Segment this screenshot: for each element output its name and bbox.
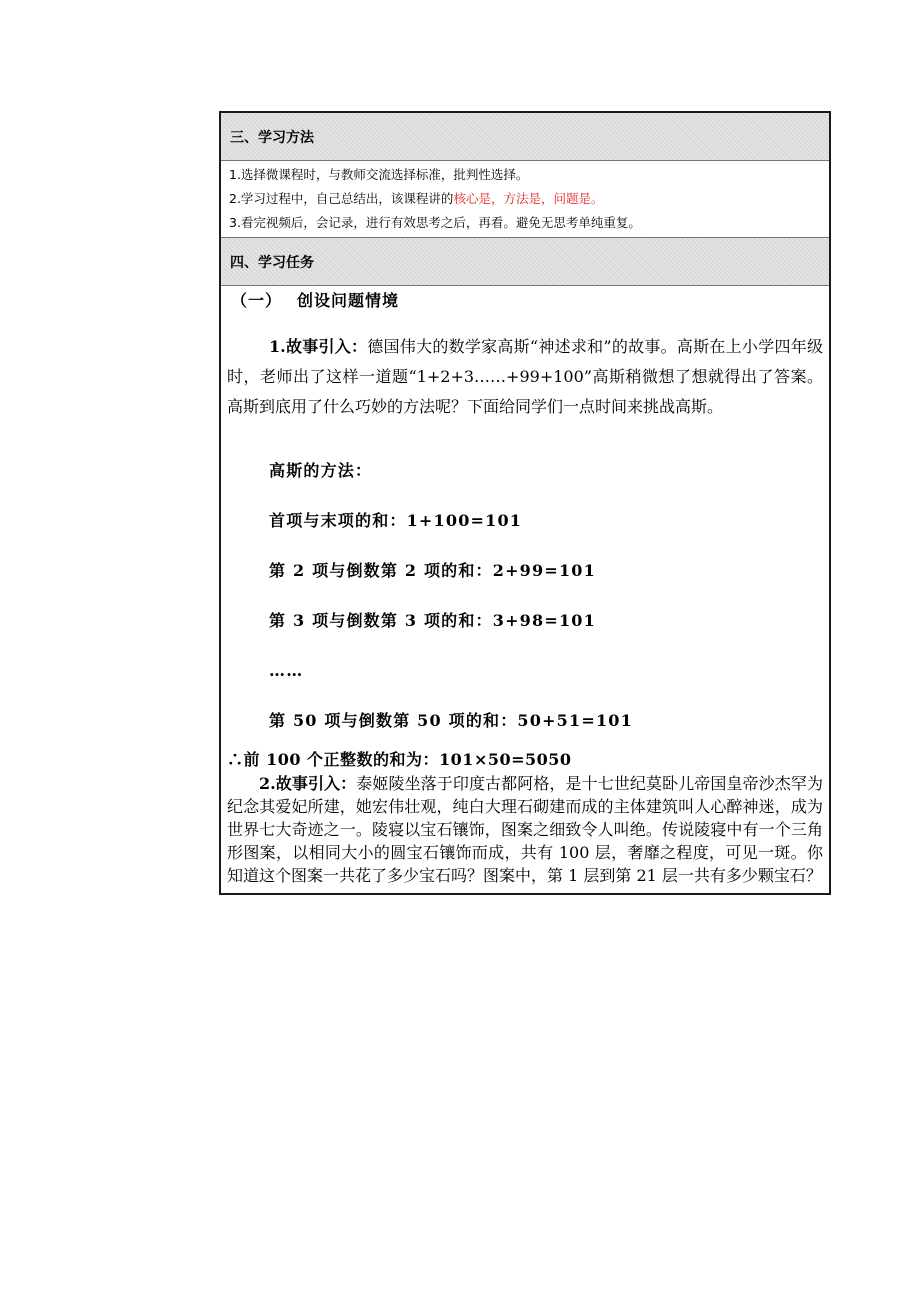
lesson-table [219,111,831,895]
method-item-2 [229,187,829,211]
story-2-text: 泰姬陵坐落于印度古都阿格，是十七世纪莫卧儿帝国皇帝沙杰罕为纪念其爱妃所建，她宏伟壮观，纯白大理石砌建而成的主体建筑叫人心醉神迷，成为世界七大奇迹之一。陵寝以宝石镶饰，图案之细致令人叫绝。传说陵寝中有一个三角形图案，以相同大小的圆宝石镶饰而成，共有 100 层，奢靡之程度，可见一斑。你知道这个图案一共花了多少宝石吗？图案中，第 1 层到第 21 层一共有多少颗宝石？ [227,774,823,885]
section-title: 三、学习方法 [230,129,314,146]
method-text: 1.选择微课程时，与教师交流选择标准，批判性选择。 [229,167,529,182]
story-1-text: 德国伟大的数学家高斯“神述求和”的故事。高斯在上小学四年级时，老师出了这样一道题“1+2+3……+99+100”高斯稍微想了想就得出了答案。高斯到底用了什么巧妙的方法呢？下面给同学们一点时间来挑战高斯。 [227,337,823,416]
section-header-learning-methods [221,113,829,161]
method-text: 3.看完视频后，会记录，进行有效思考之后，再看。避免无思考单纯重复。 [229,215,641,230]
sum-conclusion: ∴前 100 个正整数的和为：101×50=5050 [227,750,572,769]
method-text: 2.学习过程中，自己总结出，该课程讲的 [229,191,454,206]
gauss-step-ellipsis: …… [269,661,304,680]
subsection-number: （一） [231,291,283,310]
gauss-method-title: 高斯的方法： [269,461,373,480]
story-2-paragraph [227,772,823,887]
method-item-1 [229,163,829,187]
gauss-step-1: 首项与末项的和：1+100=101 [269,511,523,530]
section-title: 四、学习任务 [230,254,314,271]
learning-tasks-body [221,286,829,893]
subsection-title: 创设问题情境 [297,291,400,310]
story-2-lead: 2.故事引入： [259,774,357,793]
gauss-step-50: 第 50 项与倒数第 50 项的和：50+51=101 [269,711,633,730]
gauss-step-3: 第 3 项与倒数第 3 项的和：3+98=101 [269,611,596,630]
section-header-learning-tasks [221,238,829,286]
story-1-lead: 1.故事引入： [269,337,368,356]
learning-methods-list [221,161,829,238]
story-1-paragraph [227,332,823,422]
gauss-method [227,446,823,746]
subsection-heading [227,286,823,316]
gauss-step-2: 第 2 项与倒数第 2 项的和：2+99=101 [269,561,596,580]
method-highlight: 核心是，方法是，问题是。 [453,191,604,206]
method-item-3 [229,211,829,235]
